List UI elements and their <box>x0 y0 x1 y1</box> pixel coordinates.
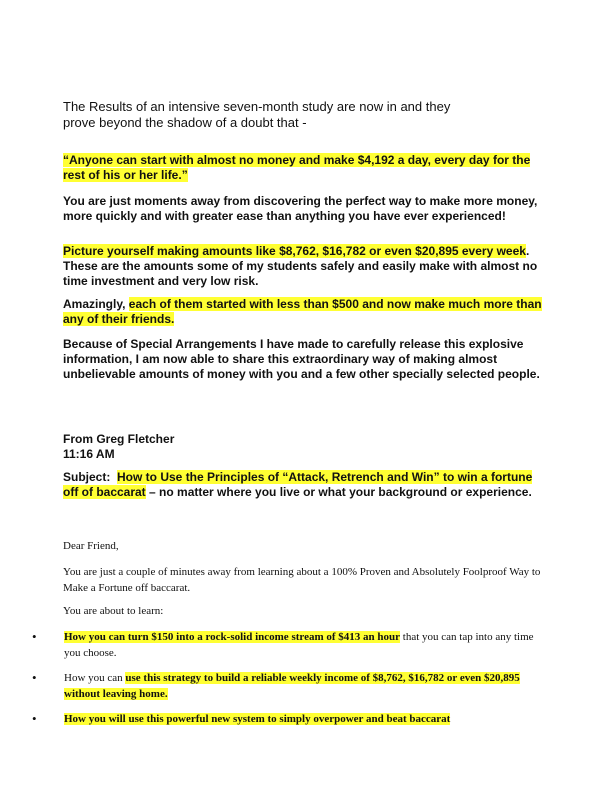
quote-paragraph <box>63 153 543 183</box>
time-line: 11:16 AM <box>63 447 115 461</box>
intro-line-1: The Results of an intensive seven-month study are now in and they <box>63 99 451 114</box>
bullet-1-highlight: How you can turn $150 into a rock-solid income stream of $413 an hour <box>64 631 401 643</box>
quote-highlight: “Anyone can start with almost no money and make $4,192 a day, every day for the rest of his or her life.” <box>63 153 531 182</box>
subject-rest: – no matter where you live or what your background or experience. <box>145 485 532 499</box>
letter-about-to-learn: You are about to learn: <box>63 605 164 617</box>
bullet-3-highlight: How you will use this powerful new system to simply overpower and beat baccarat <box>64 713 451 725</box>
message-header <box>63 432 543 462</box>
subject-highlight: How to Use the Principles of “Attack, Retrench and Win” to win a fortune off of baccarat <box>63 470 533 499</box>
amounts-highlight: Picture yourself making amounts like $8,762, $16,782 or even $20,895 every week <box>63 244 526 258</box>
letter-intro-paragraph: You are just a couple of minutes away from learning about a 100% Proven and Absolutely Foolproof Way to Make a Fortune off baccarat. <box>63 566 541 594</box>
paragraph-special-arrangements: Because of Special Arrangements I have made to carefully release this explosive information, I am now able to share this extraordinary way of making almost unbelievable amounts of money with you and a few other specially selected people. <box>63 337 540 381</box>
intro-heading <box>63 99 543 131</box>
paragraph-moments-away: You are just moments away from discovering the perfect way to make more money, more quickly and with greater ease than anything you have ever experienced! <box>63 194 538 223</box>
paragraph-picture-yourself: Picture yourself making amounts like $8,762, $16,782 or even $20,895 every week. These are the amounts some of my students safely and easily make with almost no time investment and very low risk. <box>63 244 538 288</box>
bullet-icon: • <box>32 670 37 685</box>
intro-line-2: prove beyond the shadow of a doubt that - <box>63 115 307 130</box>
amounts-detail-text: These are the amounts some of my students safely and easily make with almost no time investment and very low risk. <box>63 259 538 288</box>
paragraph-amazingly: Amazingly, each of them started with less than $500 and now make much more than any of their friends. <box>63 297 542 326</box>
bullet-icon: • <box>32 629 37 644</box>
subject-label: Subject: <box>63 470 111 484</box>
bullet-2-lead: How you can <box>64 672 126 684</box>
bullet-1-rest: that you can tap into any time you choose. <box>64 631 534 659</box>
started-with-highlight: each of them started with less than $500 and now make much more than any of their friends. <box>63 297 542 326</box>
bullet-2-highlight: use this strategy to build a reliable weekly income of $8,762, $16,782 or even $20,895 without leaving home. <box>64 672 520 700</box>
bullet-icon: • <box>32 711 37 726</box>
from-line: From Greg Fletcher <box>63 432 175 446</box>
subject-line <box>63 470 543 500</box>
letter-greeting: Dear Friend, <box>63 540 119 552</box>
